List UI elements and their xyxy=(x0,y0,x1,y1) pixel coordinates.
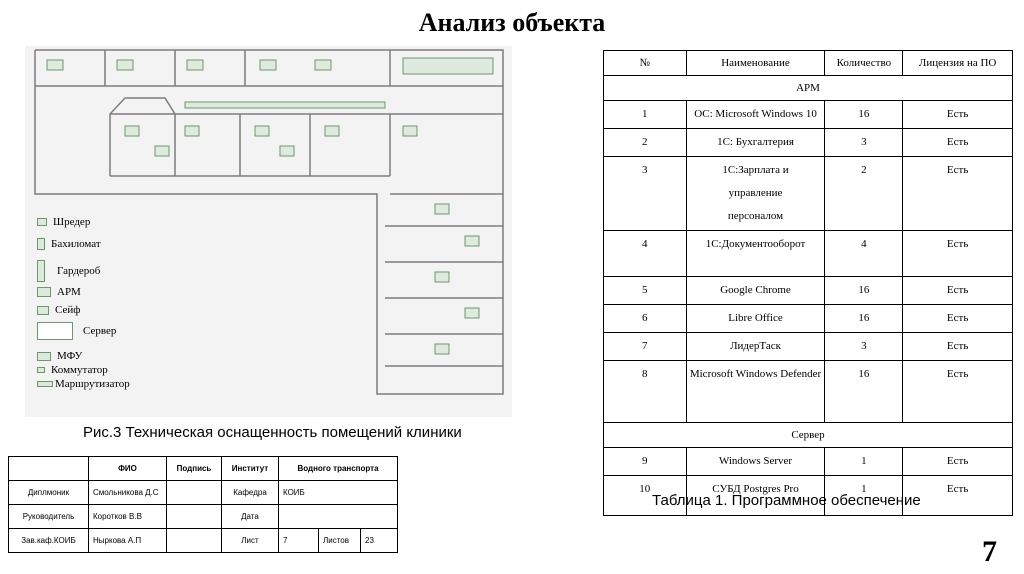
safe-icon xyxy=(37,306,49,315)
quantity: 4 xyxy=(825,231,903,277)
stamp-cell xyxy=(9,457,89,481)
floor-plan xyxy=(25,46,512,417)
stamp-cell xyxy=(167,505,222,529)
legend-item xyxy=(37,304,80,316)
license: Есть xyxy=(903,305,1013,333)
server-icon xyxy=(37,322,73,340)
section-title: АРМ xyxy=(604,76,1013,101)
water-cooler-icon xyxy=(37,238,45,250)
software-name: Libre Office xyxy=(686,305,825,333)
license: Есть xyxy=(903,333,1013,361)
row-number: 4 xyxy=(604,231,687,277)
page-number: 7 xyxy=(982,535,997,568)
row-number: 8 xyxy=(604,361,687,423)
column-header: Наименование xyxy=(686,51,825,76)
row-number: 5 xyxy=(604,277,687,305)
legend-item xyxy=(37,216,90,228)
stamp-sheets-label: Листов xyxy=(319,529,361,553)
legend-label: МФУ xyxy=(57,350,83,362)
quantity: 2 xyxy=(825,157,903,231)
row-number: 10 xyxy=(604,476,687,516)
stamp-role: Диплмоник xyxy=(9,481,89,505)
legend-label: АРМ xyxy=(57,286,81,298)
software-name: 1С: Бухгалтерия xyxy=(686,129,825,157)
stamp-sheets-total: 23 xyxy=(361,529,398,553)
row-number: 7 xyxy=(604,333,687,361)
table-row xyxy=(604,157,1013,231)
license: Есть xyxy=(903,277,1013,305)
stamp-cell xyxy=(279,505,398,529)
title-block-row xyxy=(9,505,398,529)
stamp-field: Кафедра xyxy=(222,481,279,505)
table-row xyxy=(604,101,1013,129)
legend-label: Коммутатор xyxy=(51,364,108,376)
workstation-icon xyxy=(37,287,51,297)
quantity: 1 xyxy=(825,448,903,476)
table-row xyxy=(604,305,1013,333)
legend-item xyxy=(37,378,130,390)
row-number: 1 xyxy=(604,101,687,129)
floor-plan-drawing xyxy=(25,46,512,417)
license: Есть xyxy=(903,361,1013,423)
legend-label: Бахиломат xyxy=(51,238,101,250)
software-name: СУБД Postgres Pro xyxy=(686,476,825,516)
title-block-row xyxy=(9,457,398,481)
stamp-name: Коротков В.В xyxy=(89,505,167,529)
legend-item xyxy=(37,364,108,376)
legend-label: Маршрутизатор xyxy=(55,378,130,390)
stamp-institute-value: Водного транспорта xyxy=(279,457,398,481)
table-caption: Таблица 1. Программное обеспечение xyxy=(652,492,921,509)
shredder-icon xyxy=(37,218,47,226)
software-name: 1С:Документооборот xyxy=(686,231,825,277)
quantity: 1 xyxy=(825,476,903,516)
license: Есть xyxy=(903,448,1013,476)
column-header: № xyxy=(604,51,687,76)
software-name: ОС: Microsoft Windows 10 xyxy=(686,101,825,129)
software-name: ЛидерТаск xyxy=(686,333,825,361)
stamp-role: Зав.каф.КОИБ xyxy=(9,529,89,553)
row-number: 9 xyxy=(604,448,687,476)
figure-caption: Рис.3 Техническая оснащенность помещений клиники xyxy=(83,424,462,441)
license: Есть xyxy=(903,231,1013,277)
stamp-header-institute: Институт xyxy=(222,457,279,481)
table-row xyxy=(604,448,1013,476)
column-header: Количество xyxy=(825,51,903,76)
row-number: 2 xyxy=(604,129,687,157)
stamp-field-value: КОИБ xyxy=(279,481,398,505)
column-header: Лицензия на ПО xyxy=(903,51,1013,76)
table-row xyxy=(604,277,1013,305)
section-title: Сервер xyxy=(604,423,1013,448)
stamp-sheet-label: Лист xyxy=(222,529,279,553)
title-block-row xyxy=(9,529,398,553)
table-row xyxy=(604,333,1013,361)
section-row xyxy=(604,76,1013,101)
table-row xyxy=(604,361,1013,423)
title-block-row xyxy=(9,481,398,505)
legend-item xyxy=(37,286,81,298)
section-row xyxy=(604,423,1013,448)
stamp-name: Смольникова Д.С xyxy=(89,481,167,505)
software-name: 1С:Зарплата и управление персоналом xyxy=(686,157,825,231)
quantity: 16 xyxy=(825,101,903,129)
legend-label: Шредер xyxy=(53,216,91,228)
quantity: 3 xyxy=(825,333,903,361)
switch-icon xyxy=(37,367,45,373)
license: Есть xyxy=(903,129,1013,157)
license: Есть xyxy=(903,157,1013,231)
stamp-name: Ныркова А.П xyxy=(89,529,167,553)
license: Есть xyxy=(903,101,1013,129)
quantity: 16 xyxy=(825,361,903,423)
software-table xyxy=(603,50,1013,516)
stamp-sheet-number: 7 xyxy=(279,529,319,553)
software-name: Google Chrome xyxy=(686,277,825,305)
table-row xyxy=(604,231,1013,277)
table-header-row xyxy=(604,51,1013,76)
stamp-field: Дата xyxy=(222,505,279,529)
stamp-role: Руководитель xyxy=(9,505,89,529)
quantity: 3 xyxy=(825,129,903,157)
table-row xyxy=(604,129,1013,157)
slide-title: Анализ объекта xyxy=(418,8,606,37)
stamp-header-sign: Подпись xyxy=(167,457,222,481)
stamp-cell xyxy=(167,529,222,553)
legend-item xyxy=(37,238,101,250)
stamp-header-fio: ФИО xyxy=(89,457,167,481)
legend-label: Сейф xyxy=(55,304,81,316)
quantity: 16 xyxy=(825,277,903,305)
license: Есть xyxy=(903,476,1013,516)
legend-item xyxy=(37,350,82,362)
stamp-cell xyxy=(167,481,222,505)
printer-icon xyxy=(37,352,51,361)
software-name: Windows Server xyxy=(686,448,825,476)
legend-item xyxy=(37,260,100,282)
row-number: 3 xyxy=(604,157,687,231)
router-icon xyxy=(37,381,53,387)
legend-label: Гардероб xyxy=(57,265,101,277)
software-name: Microsoft Windows Defender xyxy=(686,361,825,423)
legend-label: Сервер xyxy=(83,325,117,337)
title-block xyxy=(8,456,398,553)
wardrobe-icon xyxy=(37,260,45,282)
legend-item xyxy=(37,322,116,340)
quantity: 16 xyxy=(825,305,903,333)
row-number: 6 xyxy=(604,305,687,333)
